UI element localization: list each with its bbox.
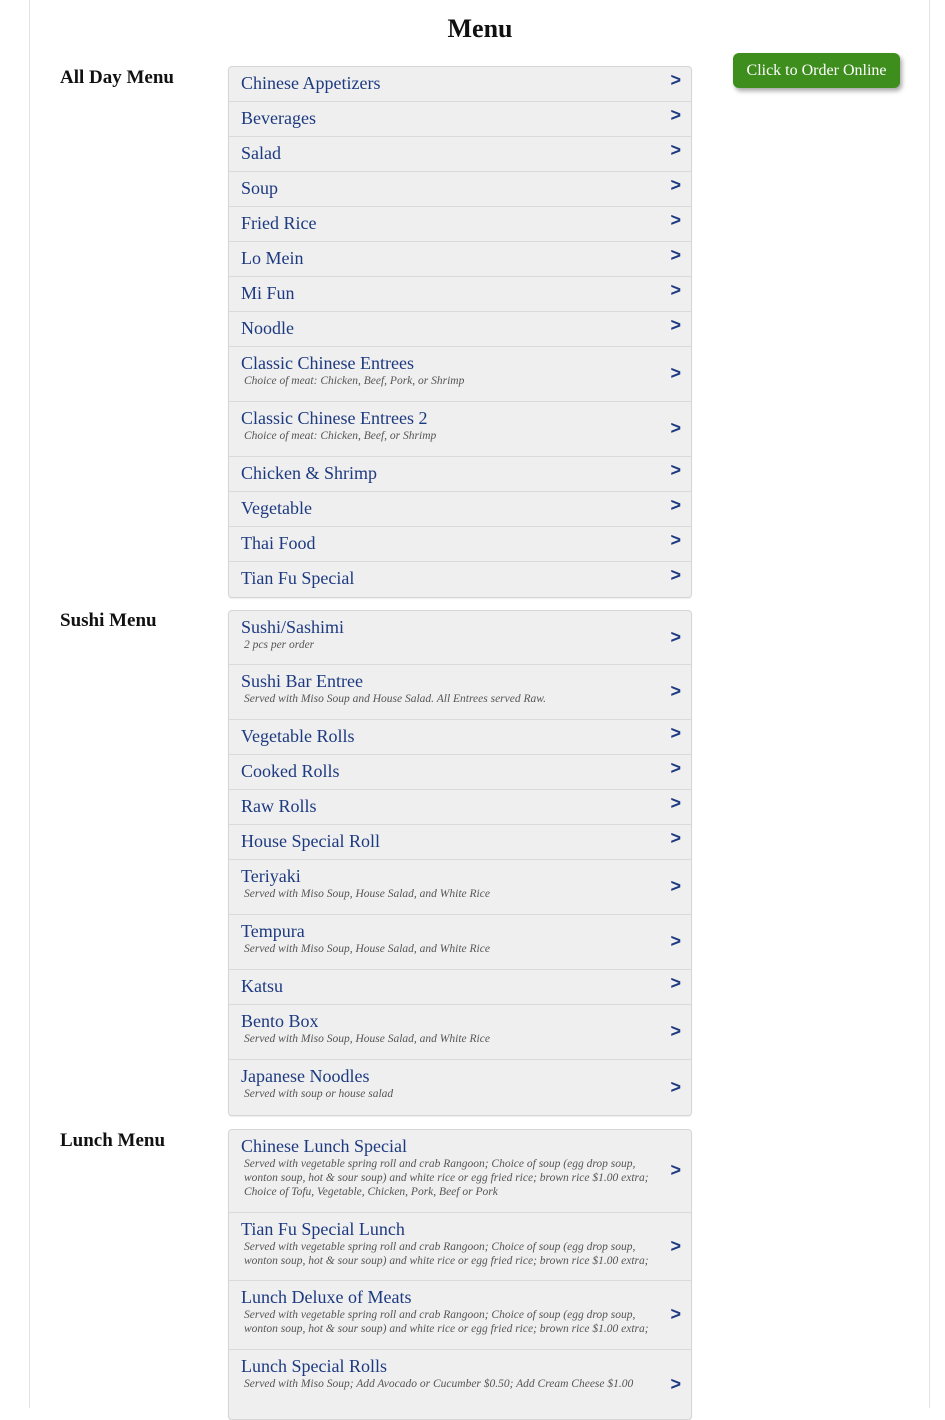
menu-category-item[interactable] [229, 665, 691, 720]
menu-category-item[interactable] [229, 492, 691, 527]
menu-category-item[interactable] [229, 1281, 691, 1350]
menu-category-item[interactable] [229, 457, 691, 492]
category-description: Served with Miso Soup and House Salad. All Entrees served Raw. [244, 693, 546, 705]
category-list [228, 610, 692, 1116]
chevron-right-icon: > [670, 280, 681, 300]
menu-category-item[interactable] [229, 1213, 691, 1281]
chevron-right-icon: > [670, 681, 681, 701]
menu-category-item[interactable] [229, 720, 691, 755]
menu-category-item[interactable] [229, 277, 691, 312]
category-label: Tempura [241, 921, 305, 941]
category-label: Lunch Deluxe of Meats [241, 1287, 412, 1307]
chevron-right-icon: > [670, 973, 681, 993]
menu-category-item[interactable] [229, 970, 691, 1005]
chevron-right-icon: > [670, 363, 681, 383]
menu-category-item[interactable] [229, 825, 691, 860]
category-description: Served with Miso Soup, House Salad, and White Rice [244, 1033, 490, 1045]
category-label: Teriyaki [241, 866, 301, 886]
menu-category-item[interactable] [229, 790, 691, 825]
menu-category-item[interactable] [229, 242, 691, 277]
category-description: Choice of meat: Chicken, Beef, Pork, or Shrimp [244, 375, 465, 387]
category-label: Vegetable Rolls [241, 726, 355, 746]
category-label: Soup [241, 178, 279, 198]
chevron-right-icon: > [670, 758, 681, 778]
menu-category-item[interactable] [229, 915, 691, 970]
chevron-right-icon: > [670, 105, 681, 125]
category-label: Vegetable [241, 498, 312, 518]
chevron-right-icon: > [670, 723, 681, 743]
category-list [228, 1129, 692, 1420]
menu-category-item[interactable] [229, 1005, 691, 1060]
chevron-right-icon: > [670, 245, 681, 265]
menu-category-item[interactable] [229, 347, 691, 402]
category-label: Chinese Lunch Special [241, 1136, 407, 1156]
menu-category-item[interactable] [229, 102, 691, 137]
chevron-right-icon: > [670, 530, 681, 550]
menu-category-item[interactable] [229, 1350, 691, 1419]
category-label: Sushi Bar Entree [241, 671, 363, 691]
page-title: Menu [447, 14, 513, 43]
menu-category-item[interactable] [229, 1130, 691, 1213]
category-description: 2 pcs per order [244, 639, 315, 651]
category-description: Served with Miso Soup; Add Avocado or Cucumber $0.50; Add Cream Cheese $1.00 [244, 1378, 634, 1390]
category-label: Chicken & Shrimp [241, 463, 377, 483]
category-label: Chinese Appetizers [241, 73, 381, 93]
category-label: Classic Chinese Entrees 2 [241, 408, 428, 428]
chevron-right-icon: > [670, 876, 681, 896]
menu-category-item[interactable] [229, 137, 691, 172]
chevron-right-icon: > [670, 175, 681, 195]
chevron-right-icon: > [670, 460, 681, 480]
menu-category-item[interactable] [229, 207, 691, 242]
menu-category-item[interactable] [229, 611, 691, 665]
category-description: Served with vegetable spring roll and crab Rangoon; Choice of soup (egg drop soup, wonton soup, hot & sour soup) and white rice or egg fried rice; brown rice $1.00 extra; [244, 1241, 649, 1267]
chevron-right-icon: > [670, 1235, 681, 1256]
menu-category-item[interactable] [229, 67, 691, 102]
order-online-button[interactable]: Click to Order Online [733, 53, 900, 88]
category-label: Lo Mein [241, 248, 304, 268]
category-label: Tian Fu Special [241, 568, 355, 588]
category-description: Served with vegetable spring roll and crab Rangoon; Choice of soup (egg drop soup, wonton soup, hot & sour soup) and white rice or egg fried rice; brown rice $1.00 extra; [244, 1309, 649, 1335]
category-label: Lunch Special Rolls [241, 1356, 387, 1376]
menu-category-item[interactable] [229, 562, 691, 597]
category-description: Choice of meat: Chicken, Beef, or Shrimp [244, 430, 437, 442]
category-label: Fried Rice [241, 213, 317, 233]
category-list [228, 66, 692, 598]
chevron-right-icon: > [670, 626, 681, 647]
category-label: Japanese Noodles [241, 1066, 370, 1086]
chevron-right-icon: > [670, 418, 681, 438]
category-label: Cooked Rolls [241, 761, 340, 781]
menu-category-item[interactable] [229, 755, 691, 790]
category-label: Classic Chinese Entrees [241, 353, 414, 373]
category-description: Served with Miso Soup, House Salad, and White Rice [244, 943, 490, 955]
section-title: Sushi Menu [60, 610, 157, 631]
category-label: Salad [241, 143, 281, 163]
chevron-right-icon: > [670, 495, 681, 515]
menu-category-item[interactable] [229, 860, 691, 915]
section-title: Lunch Menu [60, 1130, 166, 1151]
category-label: Thai Food [241, 533, 316, 553]
category-label: Raw Rolls [241, 796, 317, 816]
category-label: Sushi/Sashimi [241, 617, 345, 637]
chevron-right-icon: > [670, 140, 681, 160]
category-label: Mi Fun [241, 283, 295, 303]
chevron-right-icon: > [670, 1373, 681, 1394]
chevron-right-icon: > [670, 1160, 681, 1180]
chevron-right-icon: > [670, 565, 681, 585]
menu-category-item[interactable] [229, 402, 691, 457]
section-title: All Day Menu [60, 67, 174, 88]
category-label: Beverages [241, 108, 316, 128]
category-label: Tian Fu Special Lunch [241, 1219, 405, 1239]
category-label: Noodle [241, 318, 294, 338]
chevron-right-icon: > [670, 1304, 681, 1324]
menu-category-item[interactable] [229, 172, 691, 207]
menu-category-item[interactable] [229, 1060, 691, 1115]
category-label: Katsu [241, 976, 283, 996]
chevron-right-icon: > [670, 931, 681, 951]
menu-category-item[interactable] [229, 312, 691, 347]
chevron-right-icon: > [670, 1021, 681, 1041]
category-description: Served with vegetable spring roll and crab Rangoon; Choice of soup (egg drop soup, wonton soup, hot & sour soup) and white rice or egg fried rice; brown rice $1.00 extra; Choice of Tofu, Vegetable, Chicken, Pork, Beef or Pork [244, 1158, 649, 1198]
category-description: Served with Miso Soup, House Salad, and White Rice [244, 888, 490, 900]
category-label: House Special Roll [241, 831, 380, 851]
chevron-right-icon: > [670, 1076, 681, 1097]
chevron-right-icon: > [670, 828, 681, 848]
chevron-right-icon: > [670, 793, 681, 813]
category-description: Served with soup or house salad [244, 1088, 394, 1100]
chevron-right-icon: > [670, 70, 681, 90]
chevron-right-icon: > [670, 315, 681, 335]
chevron-right-icon: > [670, 210, 681, 230]
menu-category-item[interactable] [229, 527, 691, 562]
category-label: Bento Box [241, 1011, 319, 1031]
